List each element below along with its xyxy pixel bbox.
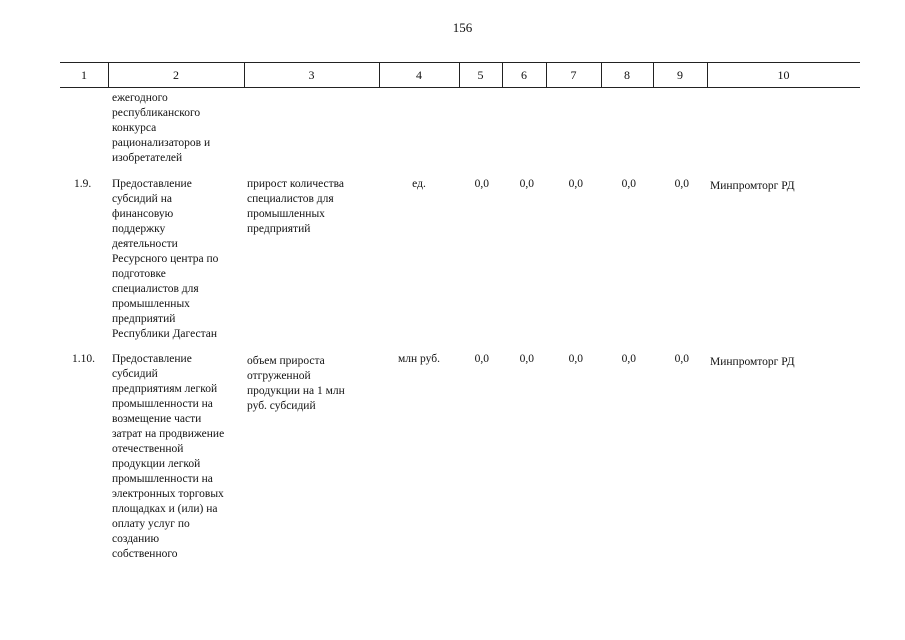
column-header-6: 6 bbox=[521, 68, 527, 82]
row-description: Предоставление субсидий предприятиям легкой промышленности на возмещение части затрат на продвижение отечественной продукции легкой промышленности на электронных торговых площадках и (или) на оплату услуг по созданию собственного bbox=[112, 353, 225, 560]
row-number: 1.9. bbox=[74, 178, 92, 190]
row-indicator: объем прироста отгруженной продукции на 1 млн руб. субсидий bbox=[247, 355, 345, 412]
row-value-9: 0,0 bbox=[674, 353, 689, 365]
row-unit: млн руб. bbox=[398, 353, 440, 365]
row-value-8: 0,0 bbox=[621, 353, 636, 365]
continuation-description: ежегодного республиканского конкурса рационализаторов и изобретателей bbox=[112, 92, 211, 164]
row-value-7: 0,0 bbox=[568, 353, 583, 365]
column-header-2: 2 bbox=[173, 68, 179, 82]
column-header-5: 5 bbox=[477, 68, 484, 82]
row-responsible: Минпромторг РД bbox=[710, 356, 795, 368]
column-header-9: 9 bbox=[677, 68, 683, 82]
column-header-7: 7 bbox=[570, 68, 577, 82]
row-description: Предоставление субсидий на финансовую поддержку деятельности Ресурсного центра по подготовке специалистов для промышленных предприятий Республики Дагестан bbox=[112, 178, 219, 340]
row-value-5: 0,0 bbox=[474, 178, 489, 190]
table-header-bottom-border bbox=[60, 87, 860, 88]
row-value-6: 0,0 bbox=[519, 178, 534, 190]
column-header-1: 1 bbox=[81, 68, 87, 82]
column-header-10: 10 bbox=[777, 68, 790, 82]
row-number: 1.10. bbox=[72, 353, 95, 365]
row-value-8: 0,0 bbox=[621, 178, 636, 190]
table-top-border bbox=[60, 62, 860, 63]
row-value-7: 0,0 bbox=[568, 178, 583, 190]
page-number: 156 bbox=[452, 20, 473, 35]
row-value-6: 0,0 bbox=[519, 353, 534, 365]
column-header-3: 3 bbox=[308, 68, 315, 82]
row-value-5: 0,0 bbox=[474, 353, 489, 365]
row-responsible: Минпромторг РД bbox=[710, 180, 795, 192]
row-unit: ед. bbox=[412, 178, 426, 190]
column-header-4: 4 bbox=[416, 68, 422, 82]
row-indicator: прирост количества специалистов для промышленных предприятий bbox=[247, 178, 345, 235]
column-header-8: 8 bbox=[624, 68, 630, 82]
row-value-9: 0,0 bbox=[674, 178, 689, 190]
